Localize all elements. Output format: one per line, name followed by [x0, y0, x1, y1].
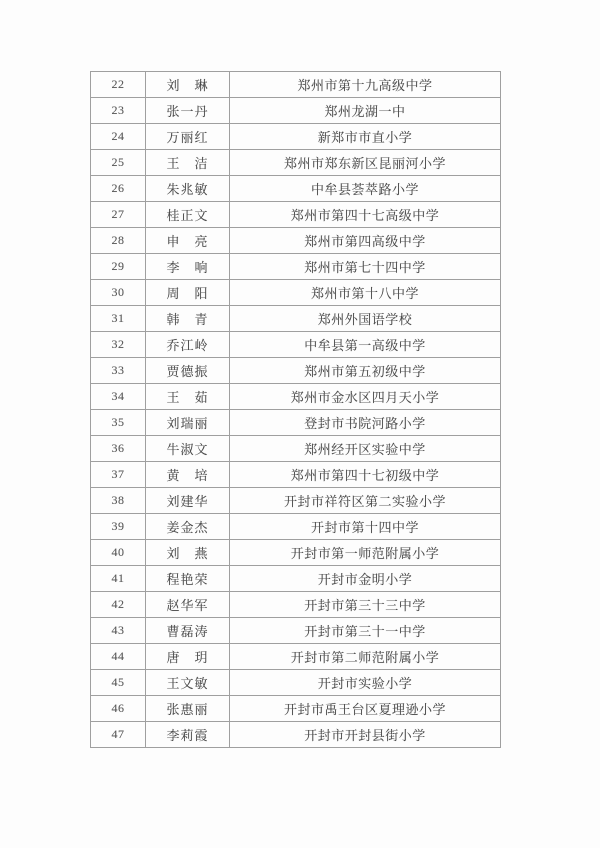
teacher-name: 王 洁 [146, 150, 230, 176]
teacher-name: 韩 青 [146, 306, 230, 332]
row-number: 35 [91, 410, 146, 436]
school-name: 中牟县第一高级中学 [230, 332, 501, 358]
table-row [91, 202, 501, 228]
teacher-name: 刘 燕 [146, 540, 230, 566]
table-row [91, 150, 501, 176]
table-row [91, 306, 501, 332]
school-name: 郑州市第七十四中学 [230, 254, 501, 280]
row-number: 43 [91, 618, 146, 644]
school-name: 登封市书院河路小学 [230, 410, 501, 436]
row-number: 36 [91, 436, 146, 462]
table-row [91, 72, 501, 98]
table-row [91, 644, 501, 670]
table-row [91, 462, 501, 488]
row-number: 38 [91, 488, 146, 514]
teacher-name: 黄 培 [146, 462, 230, 488]
table-row [91, 592, 501, 618]
teacher-name: 刘 琳 [146, 72, 230, 98]
teacher-name: 申 亮 [146, 228, 230, 254]
school-name: 郑州市第四十七高级中学 [230, 202, 501, 228]
school-name: 开封市禹王台区夏理逊小学 [230, 696, 501, 722]
teacher-name: 万丽红 [146, 124, 230, 150]
teacher-name: 张一丹 [146, 98, 230, 124]
teacher-name: 唐 玥 [146, 644, 230, 670]
teacher-name: 贾德振 [146, 358, 230, 384]
school-name: 郑州市第十八中学 [230, 280, 501, 306]
teacher-name: 李 响 [146, 254, 230, 280]
roster-body [91, 72, 501, 748]
table-row [91, 514, 501, 540]
row-number: 47 [91, 722, 146, 748]
teacher-roster-table [90, 71, 501, 748]
school-name: 开封市第三十三中学 [230, 592, 501, 618]
table-row [91, 436, 501, 462]
row-number: 28 [91, 228, 146, 254]
teacher-name: 赵华军 [146, 592, 230, 618]
row-number: 34 [91, 384, 146, 410]
row-number: 45 [91, 670, 146, 696]
table-row [91, 670, 501, 696]
teacher-name: 牛淑文 [146, 436, 230, 462]
teacher-name: 周 阳 [146, 280, 230, 306]
row-number: 46 [91, 696, 146, 722]
table-row [91, 280, 501, 306]
table-row [91, 254, 501, 280]
row-number: 33 [91, 358, 146, 384]
teacher-name: 朱兆敏 [146, 176, 230, 202]
row-number: 37 [91, 462, 146, 488]
school-name: 开封市第一师范附属小学 [230, 540, 501, 566]
row-number: 42 [91, 592, 146, 618]
table-row [91, 384, 501, 410]
school-name: 开封市开封县街小学 [230, 722, 501, 748]
row-number: 29 [91, 254, 146, 280]
teacher-name: 王 茹 [146, 384, 230, 410]
table-row [91, 410, 501, 436]
row-number: 22 [91, 72, 146, 98]
row-number: 41 [91, 566, 146, 592]
row-number: 32 [91, 332, 146, 358]
row-number: 27 [91, 202, 146, 228]
school-name: 中牟县荟萃路小学 [230, 176, 501, 202]
teacher-name: 王文敏 [146, 670, 230, 696]
teacher-name: 姜金杰 [146, 514, 230, 540]
teacher-name: 李莉霞 [146, 722, 230, 748]
table-row [91, 488, 501, 514]
school-name: 郑州市第四十七初级中学 [230, 462, 501, 488]
school-name: 郑州市第十九高级中学 [230, 72, 501, 98]
school-name: 开封市金明小学 [230, 566, 501, 592]
school-name: 郑州市金水区四月天小学 [230, 384, 501, 410]
school-name: 郑州经开区实验中学 [230, 436, 501, 462]
table-row [91, 228, 501, 254]
school-name: 郑州龙湖一中 [230, 98, 501, 124]
school-name: 新郑市市直小学 [230, 124, 501, 150]
table-row [91, 176, 501, 202]
table-row [91, 332, 501, 358]
teacher-name: 刘建华 [146, 488, 230, 514]
row-number: 39 [91, 514, 146, 540]
table-row [91, 358, 501, 384]
school-name: 郑州市第五初级中学 [230, 358, 501, 384]
row-number: 44 [91, 644, 146, 670]
teacher-name: 桂正文 [146, 202, 230, 228]
table-row [91, 540, 501, 566]
school-name: 开封市实验小学 [230, 670, 501, 696]
school-name: 开封市第二师范附属小学 [230, 644, 501, 670]
row-number: 24 [91, 124, 146, 150]
table-row [91, 696, 501, 722]
table-row [91, 618, 501, 644]
row-number: 40 [91, 540, 146, 566]
teacher-name: 曹磊涛 [146, 618, 230, 644]
school-name: 开封市祥符区第二实验小学 [230, 488, 501, 514]
school-name: 开封市第三十一中学 [230, 618, 501, 644]
table-row [91, 566, 501, 592]
row-number: 25 [91, 150, 146, 176]
school-name: 开封市第十四中学 [230, 514, 501, 540]
school-name: 郑州市第四高级中学 [230, 228, 501, 254]
table-row [91, 124, 501, 150]
teacher-name: 程艳荣 [146, 566, 230, 592]
teacher-name: 乔江岭 [146, 332, 230, 358]
table-row [91, 98, 501, 124]
table-row [91, 722, 501, 748]
row-number: 23 [91, 98, 146, 124]
teacher-name: 刘瑞丽 [146, 410, 230, 436]
teacher-name: 张惠丽 [146, 696, 230, 722]
school-name: 郑州市郑东新区昆丽河小学 [230, 150, 501, 176]
row-number: 30 [91, 280, 146, 306]
row-number: 31 [91, 306, 146, 332]
row-number: 26 [91, 176, 146, 202]
school-name: 郑州外国语学校 [230, 306, 501, 332]
